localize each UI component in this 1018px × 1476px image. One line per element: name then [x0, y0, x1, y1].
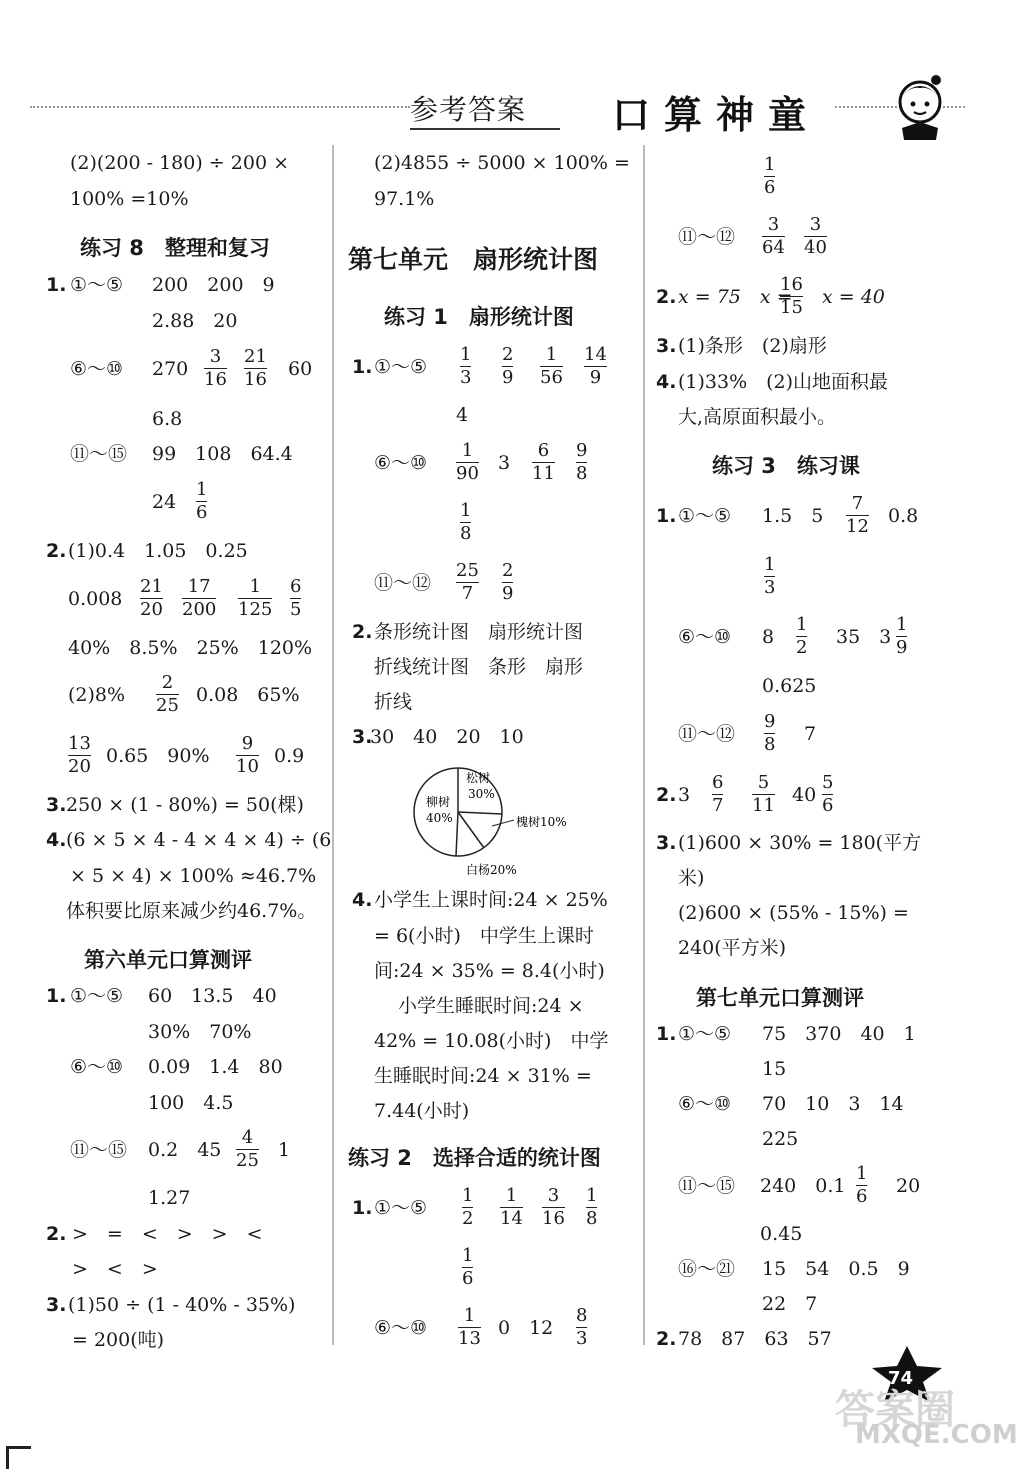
answer-text: (1)条形 (2)扇形	[678, 335, 827, 357]
answer-text: 20	[896, 1175, 921, 1197]
answer-text: 0 12	[498, 1317, 554, 1339]
header-divider-left	[30, 106, 410, 108]
answer-text: (2)8%	[68, 684, 126, 706]
fraction: 17 200	[182, 576, 217, 620]
answer-text: > = < > > <	[72, 1223, 263, 1245]
range-label: ⑥～⑩	[70, 358, 124, 380]
section-heading: 第七单元口算测评	[696, 986, 864, 1010]
fraction: 2 9	[502, 560, 514, 604]
range-label: ⑪～⑫	[678, 723, 736, 745]
answer-text: (1)0.4 1.05 0.25	[68, 540, 248, 562]
range-label: ⑯～㉑	[678, 1258, 736, 1280]
answer-text: 1.27	[148, 1187, 191, 1209]
answer-text: (2)600 × (55% - 15%) =	[678, 902, 909, 924]
range-label: ①～⑤	[374, 1197, 428, 1219]
fraction: 1 8	[586, 1185, 598, 1229]
watermark-url: MXQE.COM	[855, 1420, 1018, 1450]
fraction: 8 3	[576, 1305, 588, 1349]
range-label: ⑥～⑩	[678, 626, 732, 648]
mascot-icon	[880, 68, 960, 148]
range-label: ⑪～⑫	[678, 226, 736, 248]
section-heading: 第六单元口算测评	[84, 948, 252, 972]
answer-text: (1)33% (2)山地面积最	[678, 371, 889, 393]
answer-text: 折线统计图 条形 扇形	[374, 656, 584, 678]
fraction: 1 3	[764, 554, 776, 598]
fraction: 5 6	[822, 772, 834, 816]
answer-text: x = 40	[822, 286, 885, 308]
pie-label-liushu: 柳树	[426, 795, 451, 809]
answer-text: 35 3	[836, 626, 892, 648]
question-number: 1.	[352, 356, 373, 378]
answer-text: 15 54 0.5 9	[762, 1258, 910, 1280]
fraction: 1 14	[500, 1185, 523, 1229]
fraction: 21 16	[244, 346, 267, 390]
fraction: 13 20	[68, 733, 91, 777]
answer-text: 78 87 63 57	[678, 1328, 832, 1350]
answer-text: 40	[792, 784, 817, 806]
fraction: 1 6	[764, 154, 776, 198]
answer-text: 大,高原面积最小。	[678, 406, 837, 428]
brand-title: 口算神童	[612, 93, 821, 137]
answer-text: 条形统计图 扇形统计图	[374, 621, 584, 643]
question-number: 2.	[352, 621, 373, 643]
answer-text: > < >	[72, 1258, 158, 1280]
pie-chart	[410, 760, 610, 880]
answer-text: 小学生上课时间:24 × 25%	[374, 889, 608, 911]
fraction: 1 6	[196, 479, 208, 523]
fraction: 3 16	[204, 346, 227, 390]
question-number: 3.	[46, 794, 67, 816]
fraction: 21 20	[140, 576, 163, 620]
answer-text: 0.008	[68, 588, 123, 610]
answer-text: 3	[498, 452, 511, 474]
answer-label: 参考答案	[410, 93, 527, 126]
fraction: 1 8	[460, 500, 472, 544]
answer-text: 7.44(小时)	[374, 1100, 470, 1122]
answer-text: 0.625	[762, 675, 817, 697]
answer-text: (6 × 5 × 4 - 4 × 4 × 4) ÷ (6	[66, 829, 332, 851]
fraction: 25 7	[456, 560, 479, 604]
range-label: ⑥～⑩	[374, 452, 428, 474]
answer-text: 30% 70%	[148, 1021, 252, 1043]
answer-text: × 5 × 4) × 100% ≈46.7%	[70, 865, 317, 887]
fraction: 1 9	[896, 614, 908, 658]
answer-text: 0.08 65%	[196, 684, 300, 706]
range-label: ⑪～⑮	[678, 1175, 736, 1197]
fraction: 1 2	[796, 614, 808, 658]
fraction: 4 25	[236, 1127, 259, 1171]
pie-label-songshu-pct: 30%	[468, 787, 495, 801]
fraction: 1 90	[456, 440, 479, 484]
range-label: ⑥～⑩	[70, 1056, 124, 1078]
question-number: 1.	[46, 274, 67, 296]
answer-text: 0.09 1.4 80	[148, 1056, 283, 1078]
answer-text: 1.5 5	[762, 505, 824, 527]
fraction: 1 6	[462, 1245, 474, 1289]
text-line: (2)4855 ÷ 5000 × 100% =	[374, 152, 630, 174]
range-label: ①～⑤	[70, 985, 124, 1007]
answer-text: 米)	[678, 867, 705, 889]
fraction: 9 8	[576, 440, 588, 484]
range-label: ①～⑤	[678, 505, 732, 527]
answer-text: x = 75 x =	[678, 286, 793, 308]
fraction: 14 9	[584, 344, 607, 388]
question-number: 1.	[46, 985, 67, 1007]
fraction: 2 25	[156, 672, 179, 716]
answer-text: 2.88 20	[152, 310, 238, 332]
answer-text: 1	[278, 1139, 291, 1161]
answer-text: 7	[804, 723, 817, 745]
page-number: 74	[888, 1368, 914, 1389]
question-number: 3.	[656, 335, 677, 357]
fraction: 3 64	[762, 214, 785, 258]
answer-text: 200 200 9	[152, 274, 275, 296]
answer-text: 70 10 3 14	[762, 1093, 904, 1115]
text-line: 100% =10%	[70, 188, 189, 210]
range-label: ⑥～⑩	[678, 1093, 732, 1115]
answer-text: 60	[288, 358, 313, 380]
answer-text: 4	[456, 404, 469, 426]
question-number: 2.	[656, 286, 677, 308]
answer-text: (1)600 × 30% = 180(平方	[678, 832, 922, 854]
answer-text: 22 7	[762, 1293, 818, 1315]
answer-text: 折线	[374, 691, 413, 713]
answer-text: 42% = 10.08(小时) 中学	[374, 1030, 609, 1052]
section-heading: 练习 3 练习课	[712, 454, 860, 478]
fraction: 1 3	[460, 344, 472, 388]
pie-label-liushu-pct: 40%	[426, 811, 453, 825]
watermark-logo: 答案圈	[835, 1387, 955, 1433]
range-label: ⑥～⑩	[374, 1317, 428, 1339]
section-heading: 练习 2 选择合适的统计图	[348, 1146, 601, 1170]
fraction: 1 56	[540, 344, 563, 388]
answer-text: = 6(小时) 中学生上课时	[374, 925, 594, 947]
text-line: (2)(200 - 180) ÷ 200 ×	[70, 152, 289, 174]
fraction: 6 5	[290, 576, 302, 620]
section-heading: 练习 8 整理和复习	[80, 236, 270, 260]
answer-text: 小学生睡眠时间:24 ×	[398, 995, 584, 1017]
range-label: ①～⑤	[374, 356, 428, 378]
range-label: ⑪～⑫	[374, 572, 432, 594]
fraction: 6 7	[712, 772, 724, 816]
fraction: 3 16	[542, 1185, 565, 1229]
question-number: 4.	[352, 889, 373, 911]
unit-heading: 第七单元 扇形统计图	[348, 245, 599, 274]
answer-text: 8	[762, 626, 775, 648]
answer-text: 0.9	[274, 745, 305, 767]
answer-text: 225	[762, 1128, 799, 1150]
answer-text: 250 × (1 - 80%) = 50(棵)	[66, 794, 304, 816]
column-divider-2	[643, 145, 645, 1345]
fraction: 3 40	[804, 214, 827, 258]
answer-text: 75 370 40 1	[762, 1023, 916, 1045]
answer-text: 3	[678, 784, 691, 806]
answer-text: 0.8	[888, 505, 919, 527]
crop-mark	[6, 1446, 31, 1469]
fraction: 1 2	[462, 1185, 474, 1229]
answer-text: 0.2 45	[148, 1139, 222, 1161]
range-label: ⑪～⑮	[70, 443, 128, 465]
range-label: ①～⑤	[70, 274, 124, 296]
answer-text: 6.8	[152, 408, 183, 430]
fraction: 1 13	[458, 1305, 481, 1349]
question-number: 3.	[46, 1294, 67, 1316]
answer-text: = 200(吨)	[72, 1329, 165, 1351]
text-line: 97.1%	[374, 188, 435, 210]
fraction: 6 11	[532, 440, 555, 484]
answer-text: 体积要比原来减少约46.7%。	[66, 900, 317, 922]
question-number: 4.	[46, 829, 67, 851]
answer-text: 30 40 20 10	[370, 726, 524, 748]
fraction: 16 15	[780, 274, 803, 318]
answer-text: 15	[762, 1058, 787, 1080]
range-label: ①～⑤	[678, 1023, 732, 1045]
answer-label-underline	[410, 120, 560, 130]
fraction: 1 125	[238, 576, 273, 620]
question-number: 2.	[656, 784, 677, 806]
answer-text: 99 108 64.4	[152, 443, 293, 465]
fraction: 5 11	[752, 772, 775, 816]
question-number: 1.	[656, 1023, 677, 1045]
range-label: ⑪～⑮	[70, 1139, 128, 1161]
answer-text: 间:24 × 35% = 8.4(小时)	[374, 960, 605, 982]
answer-text: 24	[152, 491, 177, 513]
answer-text: 270	[152, 358, 189, 380]
fraction: 9 8	[764, 711, 776, 755]
fraction: 2 9	[502, 344, 514, 388]
pie-label-baiyang: 白杨20%	[466, 863, 517, 877]
answer-text: 0.45	[760, 1223, 803, 1245]
section-heading: 练习 1 扇形统计图	[384, 305, 574, 329]
answer-text: 40% 8.5% 25% 120%	[68, 637, 313, 659]
question-number: 2.	[46, 540, 67, 562]
pie-label-huaishu: 槐树10%	[516, 815, 567, 829]
answer-text: 0.65 90%	[106, 745, 210, 767]
answer-text: 生睡眠时间:24 × 31% =	[374, 1065, 592, 1087]
question-number: 2.	[656, 1328, 677, 1350]
answer-text: 240 0.1	[760, 1175, 846, 1197]
answer-text: 60 13.5 40	[148, 985, 277, 1007]
column-divider-1	[332, 145, 334, 1345]
question-number: 2.	[46, 1223, 67, 1245]
answer-text: 240(平方米)	[678, 937, 787, 959]
question-number: 3.	[352, 726, 373, 748]
pie-label-songshu: 松树	[466, 771, 491, 785]
answer-text: (1)50 ÷ (1 - 40% - 35%)	[68, 1294, 296, 1316]
question-number: 1.	[656, 505, 677, 527]
fraction: 1 6	[856, 1163, 868, 1207]
question-number: 1.	[352, 1197, 373, 1219]
fraction: 7 12	[846, 493, 869, 537]
question-number: 4.	[656, 371, 677, 393]
question-number: 3.	[656, 832, 677, 854]
answer-text: 100 4.5	[148, 1092, 234, 1114]
fraction: 9 10	[236, 733, 259, 777]
